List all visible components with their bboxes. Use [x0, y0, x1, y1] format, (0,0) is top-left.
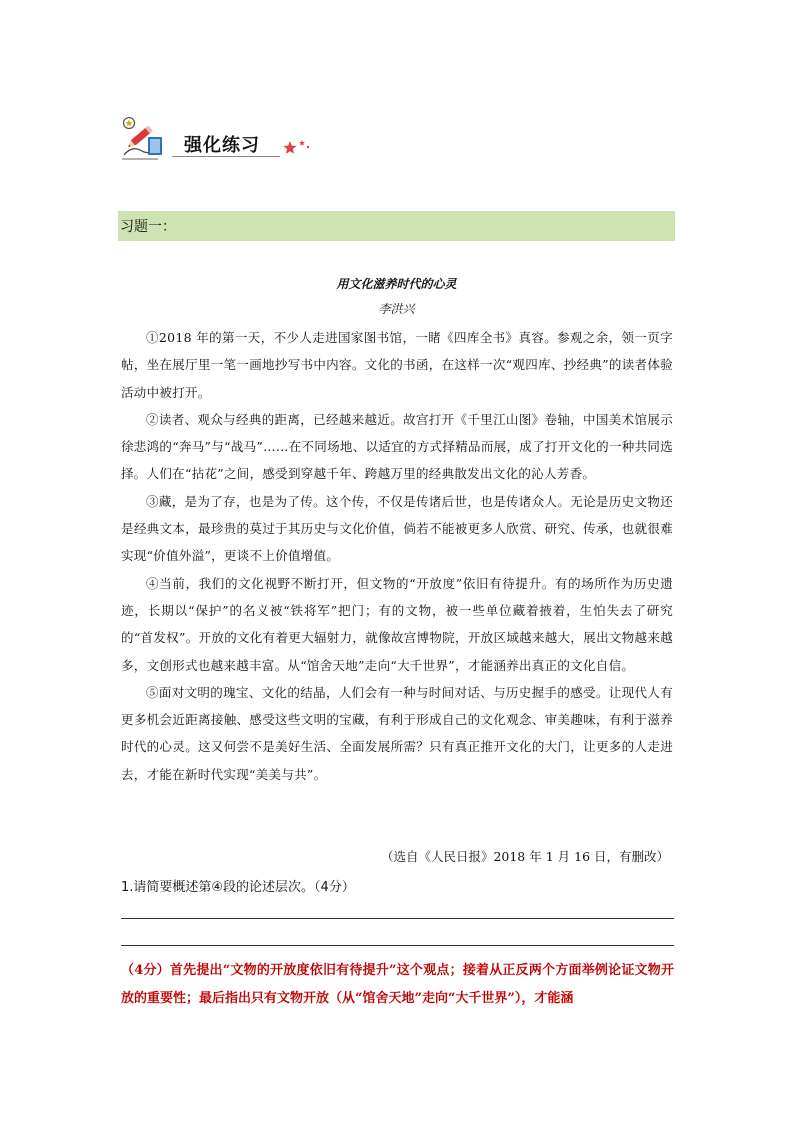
paragraph-1: ①2018 年的第一天，不少人走进国家图书馆，一睹《四库全书》真容。参观之余，领一页字帖，坐在展厅里一笔一画地抄写书中内容。文化的书函，在这样一次“观四库、抄经典”的读者体验活动中被打开。: [121, 330, 673, 400]
exercise-header-bar: [118, 211, 675, 241]
article-title: 用文化滋养时代的心灵: [336, 277, 457, 291]
article-body: [121, 324, 673, 788]
section-title: 强化练习: [184, 135, 260, 156]
paragraph-3: ③藏，是为了存，也是为了传。这个传，不仅是传诸后世，也是传诸众人。无论是历史文物还是经典文本，最珍贵的莫过于其历史与文化价值，倘若不能被更多人欣赏、研究、传承，也就很难实现“价值外溢”，更谈不上价值增值。: [121, 493, 673, 564]
title-underline: [172, 156, 280, 157]
section-header: [118, 115, 338, 165]
paragraph-4: ④当前，我们的文化视野不断打开，但文物的“开放度”依旧有待提升。有的场所作为历史遗迹，长期以“保护”的名义被“铁将军”把门；有的文物，被一些单位藏着掖着，生怕失去了研究的“首发权”。开放的文化有着更大辐射力，就像故宫博物院，开放区域越来越大，展出文物越来越多，文创形式也越来越丰富。从“馆舍天地”走向“大千世界”，才能涵养出真正的文化自信。: [121, 575, 673, 673]
paragraph-5: ⑤面对文明的瑰宝、文化的结晶，人们会有一种与时间对话、与历史握手的感受。让现代人有更多机会近距离接触、感受这些文明的宝藏，有利于形成自己的文化观念、审美趣味，有利于滋养时代的心灵。这又何尝不是美好生活、全面发展所需？只有真正推开文化的大门，让更多的人走进去，才能在新时代实现“美美与共”。: [121, 684, 673, 782]
paragraph-2: ②读者、观众与经典的距离，已经越来越近。故宫打开《千里江山图》卷轴，中国美术馆展示徐悲鸿的“奔马”与“战马”……在不同场地、以适宜的方式择精品而展，成了打开文化的一种共同选择。人们在“拈花”之间，感受到穿越千年、跨越万里的经典散发出文化的沁人芳香。: [121, 411, 673, 482]
answer-line-1: [121, 918, 674, 919]
question-1: 1.请简要概述第④段的论述层次。（4分）: [121, 880, 355, 895]
answer-content: （4分）首先提出“文物的开放度依旧有待提升”这个观点；接着从正反两个方面举例论证文物开放的重要性；最后指出只有文物开放（从“馆舍天地”走向“大千世界”），才能涵: [121, 963, 674, 1006]
pencil-writing-icon: [118, 115, 170, 161]
exercise-label: 习题一：: [120, 219, 176, 235]
article-author: 李洪兴: [378, 302, 415, 316]
article-source: （选自《人民日报》2018 年 1 月 16 日，有删改）: [380, 849, 669, 864]
answer-text: [121, 957, 674, 1013]
stars-decoration-icon: [282, 137, 322, 157]
answer-line-2: [121, 945, 674, 946]
